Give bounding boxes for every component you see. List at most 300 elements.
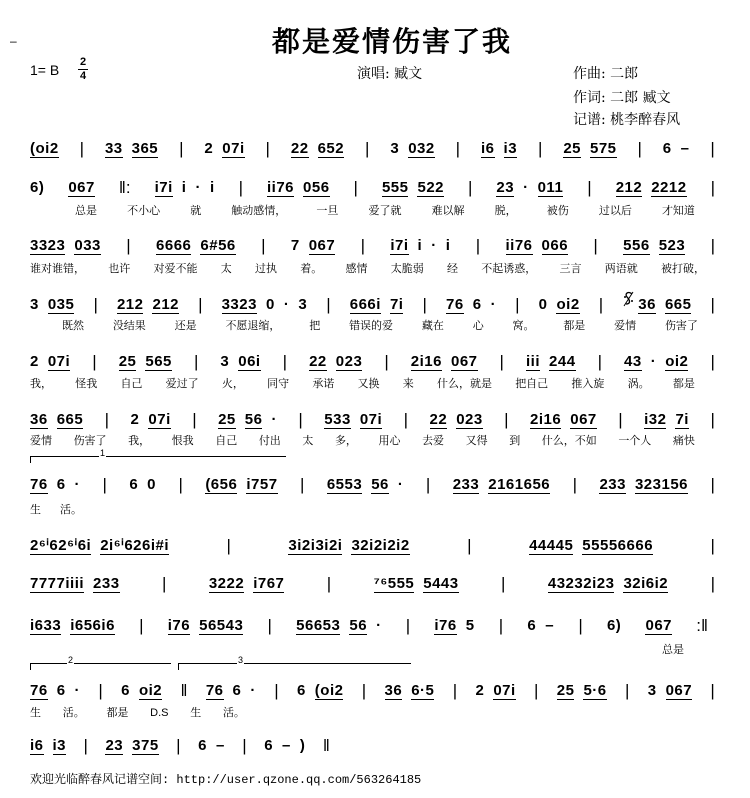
barline: | — [537, 139, 543, 158]
note-group: oi2 — [665, 352, 689, 370]
note-group: 2i16 — [410, 352, 442, 370]
note-group: (oi2 — [314, 681, 344, 699]
note-group: 2i⁶ⁱ626i#i — [100, 536, 170, 554]
note-group: · — [271, 411, 277, 428]
lyric-word: 生 — [30, 504, 41, 516]
measure — [204, 141, 244, 158]
note-group: 56 — [244, 410, 263, 428]
measure — [30, 141, 59, 158]
note-group: 2161656 — [488, 475, 551, 493]
measure — [539, 297, 580, 314]
barline: | — [79, 139, 85, 158]
measure — [105, 141, 158, 158]
barline: | — [139, 616, 144, 635]
note-group: 76 — [30, 475, 48, 493]
lyric-word: 爱情 — [614, 320, 637, 332]
measure — [117, 297, 179, 314]
note-group: 76 — [446, 295, 464, 313]
note-group: 55556666 — [582, 536, 654, 554]
note-group: 36 — [638, 295, 656, 313]
barline: | — [98, 681, 103, 700]
measure — [105, 738, 158, 755]
barline: | — [265, 139, 270, 158]
measure — [218, 412, 277, 429]
lyric-word: 着。 — [300, 263, 323, 275]
note-group: 365 — [131, 139, 159, 157]
measure — [385, 683, 435, 700]
barline: | — [637, 139, 642, 158]
note-group: ii76 — [267, 178, 295, 196]
note-group: 23 — [105, 736, 124, 754]
note-group: · — [523, 179, 529, 196]
lyrics-line-5 — [30, 377, 695, 391]
note-group: 3323 — [221, 295, 257, 313]
note-group: 36 — [30, 410, 48, 428]
lyric-word: 太 — [302, 435, 314, 447]
note-group: 07i — [222, 139, 245, 157]
barline: | — [501, 574, 506, 593]
note-group: 56653 — [296, 616, 341, 634]
measure — [222, 297, 308, 314]
note-group: 665 — [56, 410, 84, 428]
note-group: 067 — [450, 352, 478, 370]
lyric-word: 付出 — [258, 435, 281, 447]
measure — [607, 618, 621, 634]
volta-bracket-2 — [30, 655, 171, 670]
note-group: 522 — [417, 178, 445, 196]
lyrics-line-4 — [62, 319, 698, 333]
lyric-word: 过执 — [255, 263, 277, 275]
note-group: i — [209, 179, 215, 196]
note-group: – — [680, 140, 690, 157]
measure — [267, 180, 330, 197]
barline: | — [361, 681, 367, 700]
footer-note: 欢迎光临醉春风记谱空间: http://user.qzone.qq.com/563264185 — [30, 773, 422, 787]
measure — [663, 141, 690, 157]
note-group: (oi2 — [30, 139, 59, 157]
score-line-4 — [30, 294, 715, 316]
note-group: 23 — [496, 178, 515, 196]
note-group: 652 — [317, 139, 345, 157]
score-line-7 — [30, 474, 715, 496]
lyric-word: 不小心 — [127, 205, 161, 217]
note-group: 665 — [664, 295, 692, 313]
lyric-word: 脱， — [494, 205, 517, 217]
measure — [481, 141, 517, 158]
barline: | — [587, 178, 592, 197]
measure — [374, 576, 459, 593]
note-group: i3 — [52, 736, 67, 754]
note-group: 22 — [429, 410, 448, 428]
measure — [527, 618, 554, 634]
score-line-5 — [30, 351, 715, 373]
barline: | — [498, 616, 504, 635]
note-group: 212 — [615, 178, 643, 196]
note-group: 3323 — [30, 236, 66, 254]
note-group: i76 — [434, 616, 457, 634]
barline: | — [179, 139, 184, 158]
lyric-word: 自己 — [120, 378, 143, 390]
note-group: 067 — [570, 410, 597, 428]
note-group: 2⁶ⁱ62⁶ⁱ6i — [30, 536, 92, 554]
double-barline: ‖ — [180, 681, 188, 700]
note-group: 533 — [324, 410, 351, 428]
measure — [529, 538, 653, 555]
barline: | — [468, 178, 473, 197]
note-group: 3 — [30, 296, 39, 313]
barline: | — [365, 139, 370, 158]
note-group: 44445 — [529, 536, 574, 554]
measure — [30, 538, 169, 555]
note-group: 6 — [198, 737, 207, 754]
time-signature-denominator: 4 — [79, 70, 87, 82]
note-group: 76 — [205, 681, 224, 699]
lyric-word: 对爱不能 — [153, 263, 198, 275]
note-group: 3 — [220, 353, 230, 370]
lyric-word: 多， — [334, 435, 357, 447]
barline: | — [126, 236, 131, 255]
lyric-word: 谁对谁错， — [30, 263, 85, 275]
double-barline: ‖ — [322, 736, 330, 755]
note-group: 7777iiii — [30, 574, 85, 592]
barline: | — [274, 681, 279, 700]
barline: | — [405, 616, 411, 635]
note-group: 06i — [238, 352, 261, 370]
measure — [548, 576, 668, 593]
note-group: i656i6 — [70, 616, 115, 634]
measure — [68, 180, 95, 197]
note-group: 07i — [493, 681, 516, 699]
lyric-word: 一个人 — [618, 435, 652, 447]
note-group: · — [195, 179, 201, 196]
barline: | — [178, 475, 183, 494]
singer-credit: 演唱: 臧文 — [357, 66, 423, 82]
barline: | — [104, 410, 110, 429]
measure — [434, 618, 474, 635]
note-group: 375 — [132, 736, 159, 754]
lyric-word: 推入旋 — [571, 378, 605, 390]
volta-label: 2 — [68, 655, 74, 665]
lyric-word: 都是 — [106, 707, 129, 719]
note-group: 3222 — [208, 574, 245, 592]
lyric-word: 总是 — [75, 205, 97, 217]
score-line-8 — [30, 535, 715, 557]
note-group: 6 — [472, 296, 482, 313]
measure — [30, 618, 115, 635]
note-group: 2 — [130, 411, 140, 428]
note-group: 6 — [121, 682, 130, 699]
lyric-word: 活。 — [62, 707, 85, 719]
lyric-word: 难以解 — [431, 205, 465, 217]
lyric-word: 太脆弱 — [390, 263, 424, 275]
note-group: 067 — [645, 616, 673, 634]
note-group: 6 — [527, 617, 537, 634]
note-group: i — [417, 237, 423, 254]
score-line-2 — [30, 177, 715, 199]
barline: | — [198, 295, 203, 314]
barline: | — [299, 475, 305, 494]
score-line-9 — [30, 573, 715, 595]
barline: | — [326, 295, 331, 314]
measure — [644, 412, 689, 429]
lyrics-line-3 — [30, 262, 705, 276]
measure — [411, 354, 478, 371]
segno-icon — [622, 291, 635, 307]
note-group: 56 — [349, 616, 368, 634]
note-group: · — [650, 353, 657, 370]
note-group: oi2 — [556, 295, 580, 313]
measure — [121, 683, 162, 700]
note-group: 2i16 — [530, 410, 562, 428]
note-group: i767 — [253, 574, 285, 592]
barline: | — [593, 236, 598, 255]
barline: | — [710, 295, 715, 314]
lyric-word: 用心 — [378, 435, 401, 447]
lyric-word: 爱情 — [30, 435, 52, 447]
barline: | — [504, 410, 509, 429]
note-group: 233 — [93, 574, 120, 592]
lyric-word: 什么，就是 — [436, 378, 492, 390]
lyric-word: 又换 — [357, 378, 380, 390]
lyric-word: 把自己 — [515, 378, 549, 390]
lyric-word: 一旦 — [316, 205, 339, 217]
note-group: 212 — [116, 295, 144, 313]
lyric-word: 被伤 — [546, 205, 569, 217]
measure — [309, 354, 362, 371]
note-group: 32i2i2i2 — [351, 536, 410, 554]
note-group: ii76 — [505, 236, 533, 254]
note-group: 033 — [74, 236, 101, 254]
note-group: i76 — [167, 616, 191, 634]
repeat-barline: ‖: — [118, 178, 131, 197]
lyric-word: 太 — [220, 263, 232, 275]
lyric-word: 触动感情， — [231, 205, 287, 217]
note-group: i6 — [481, 139, 495, 157]
measure — [296, 618, 381, 635]
note-group: 067 — [68, 178, 95, 196]
barline: | — [452, 681, 458, 700]
measure — [530, 412, 597, 429]
measure — [624, 354, 688, 371]
note-group: i3 — [503, 139, 518, 157]
lyric-word: 经 — [447, 263, 458, 275]
note-group: i633 — [30, 616, 62, 634]
measure — [155, 180, 215, 197]
measure — [291, 238, 335, 255]
note-group: 233 — [599, 475, 626, 493]
note-group: – — [282, 737, 291, 754]
note-group: 33 — [104, 139, 123, 157]
measure — [390, 238, 450, 255]
lyric-word: 怪我 — [75, 378, 98, 390]
note-group: 032 — [408, 139, 435, 157]
barline: | — [597, 352, 602, 371]
barline: | — [499, 352, 504, 371]
barline: | — [282, 352, 288, 371]
measure — [506, 238, 569, 255]
barline: | — [618, 410, 623, 429]
measure — [563, 141, 616, 158]
measure — [30, 683, 80, 700]
note-group: 666i — [349, 295, 381, 313]
note-group: i6 — [30, 736, 44, 754]
barline: | — [710, 681, 715, 700]
note-group: 556 — [623, 236, 650, 254]
note-group: 07i — [47, 352, 71, 370]
note-group: 6 — [129, 476, 139, 493]
note-group: · — [490, 296, 497, 313]
barline: | — [710, 536, 715, 555]
note-group: 023 — [335, 352, 363, 370]
note-group: 2212 — [651, 178, 687, 196]
measure — [30, 297, 74, 314]
note-group: 6) — [606, 617, 622, 634]
barline: | — [425, 475, 431, 494]
lyric-word: 也许 — [108, 263, 131, 275]
score-line-12 — [30, 735, 330, 757]
lyrics-line-10 — [662, 643, 692, 657]
barline: | — [93, 295, 98, 314]
measure — [156, 238, 236, 255]
note-group: 6553 — [326, 475, 363, 493]
page-mark: – — [10, 34, 17, 48]
note-group: · — [376, 617, 382, 634]
measure — [205, 477, 277, 494]
measure — [297, 683, 344, 700]
lyric-word: 还是 — [174, 320, 197, 332]
note-group: 6·5 — [411, 681, 435, 699]
lyric-word: 把 — [309, 320, 321, 332]
lyrics-line-7 — [30, 503, 82, 517]
barline: | — [534, 681, 539, 700]
note-group: ) — [299, 737, 306, 754]
measure — [129, 477, 156, 493]
note-group: i757 — [246, 475, 278, 493]
lyric-word: 伤害了 — [73, 435, 107, 447]
lyric-word: 什么，不如 — [541, 435, 597, 447]
note-group: i32 — [644, 410, 667, 428]
transcriber-credit: 记谱: 桃李醉春风 — [573, 112, 681, 128]
note-group: – — [215, 737, 225, 754]
measure — [131, 412, 171, 429]
measure — [30, 738, 66, 755]
barline: | — [267, 616, 272, 635]
note-group: 3i2i3i2i — [288, 536, 343, 554]
measure — [264, 738, 305, 754]
note-group: 233 — [452, 475, 480, 493]
barline: | — [384, 352, 389, 371]
lyric-word: 我， — [30, 378, 52, 390]
lyric-word: 都是 — [672, 378, 695, 390]
measure — [206, 683, 256, 700]
lyrics-line-11 — [30, 706, 245, 720]
measure — [496, 180, 563, 197]
lyric-word: 痛快 — [672, 435, 695, 447]
note-group: 25 — [556, 681, 575, 699]
lyric-word: 生 — [30, 707, 41, 719]
lyric-word: 过以后 — [598, 205, 632, 217]
lyric-word: 两语就 — [604, 263, 638, 275]
lyric-word: 感情 — [345, 263, 368, 275]
lyric-word: 都是 — [563, 320, 586, 332]
key-signature: 1= B — [30, 62, 60, 78]
lyric-word: 来 — [402, 378, 414, 390]
song-title: 都是爱情伤害了我 — [272, 25, 513, 58]
note-group: 7 — [290, 237, 300, 254]
note-group: 5443 — [423, 574, 459, 592]
barline: | — [467, 536, 472, 555]
note-group: 067 — [308, 236, 336, 254]
barline: | — [83, 736, 88, 755]
note-group: 56543 — [199, 616, 244, 634]
score-line-11 — [30, 680, 715, 702]
note-group: i — [181, 179, 187, 196]
note-group: · — [74, 682, 81, 699]
barline: | — [192, 410, 197, 429]
volta-label: 3 — [238, 655, 244, 665]
note-group: 6 — [662, 140, 672, 157]
note-group: 523 — [658, 236, 686, 254]
note-group: 07i — [148, 410, 171, 428]
barline: | — [578, 616, 583, 635]
score-line-10 — [30, 615, 708, 637]
barline: | — [515, 295, 520, 314]
note-group: 43232i23 — [547, 574, 615, 592]
measure — [622, 297, 691, 314]
note-group: 5 — [465, 617, 475, 634]
note-group: – — [545, 617, 555, 634]
note-group: 6 — [264, 737, 274, 754]
note-group: i7i — [154, 178, 173, 196]
note-group: (656 — [205, 475, 238, 493]
measure — [648, 683, 692, 700]
score-line-1 — [30, 138, 715, 160]
measure — [446, 297, 496, 314]
volta-label: 1 — [100, 448, 106, 458]
note-group: · — [74, 476, 81, 493]
lyric-word: 被打破， — [661, 263, 705, 275]
note-group: 25 — [563, 139, 581, 157]
barline: | — [710, 178, 715, 197]
note-group: 07i — [359, 410, 383, 428]
note-group: 0 — [147, 476, 157, 493]
measure — [288, 538, 409, 555]
lyric-word: 恨我 — [171, 435, 194, 447]
note-group: 32i6i2 — [623, 574, 669, 592]
note-group: · — [431, 237, 437, 254]
lyric-word: 三言 — [559, 263, 582, 275]
repeat-barline: :‖ — [696, 616, 708, 635]
measure — [291, 141, 344, 158]
score-line-3 — [30, 235, 715, 257]
lyric-word: 就 — [190, 205, 202, 217]
lyric-word: 火， — [221, 378, 244, 390]
lyric-word: 爱了就 — [368, 205, 402, 217]
measure — [168, 618, 244, 635]
note-group: 43 — [624, 352, 642, 370]
barline: | — [261, 236, 266, 255]
note-group: 212 — [152, 295, 180, 313]
measure — [616, 180, 687, 197]
note-group: oi2 — [138, 681, 163, 699]
measure — [30, 412, 83, 429]
lyric-word: 藏在 — [421, 320, 444, 332]
note-group: 25 — [218, 410, 236, 428]
time-signature — [77, 57, 89, 82]
barline: | — [475, 236, 481, 255]
barline: | — [710, 352, 715, 371]
lyric-word: 活。 — [222, 707, 245, 719]
